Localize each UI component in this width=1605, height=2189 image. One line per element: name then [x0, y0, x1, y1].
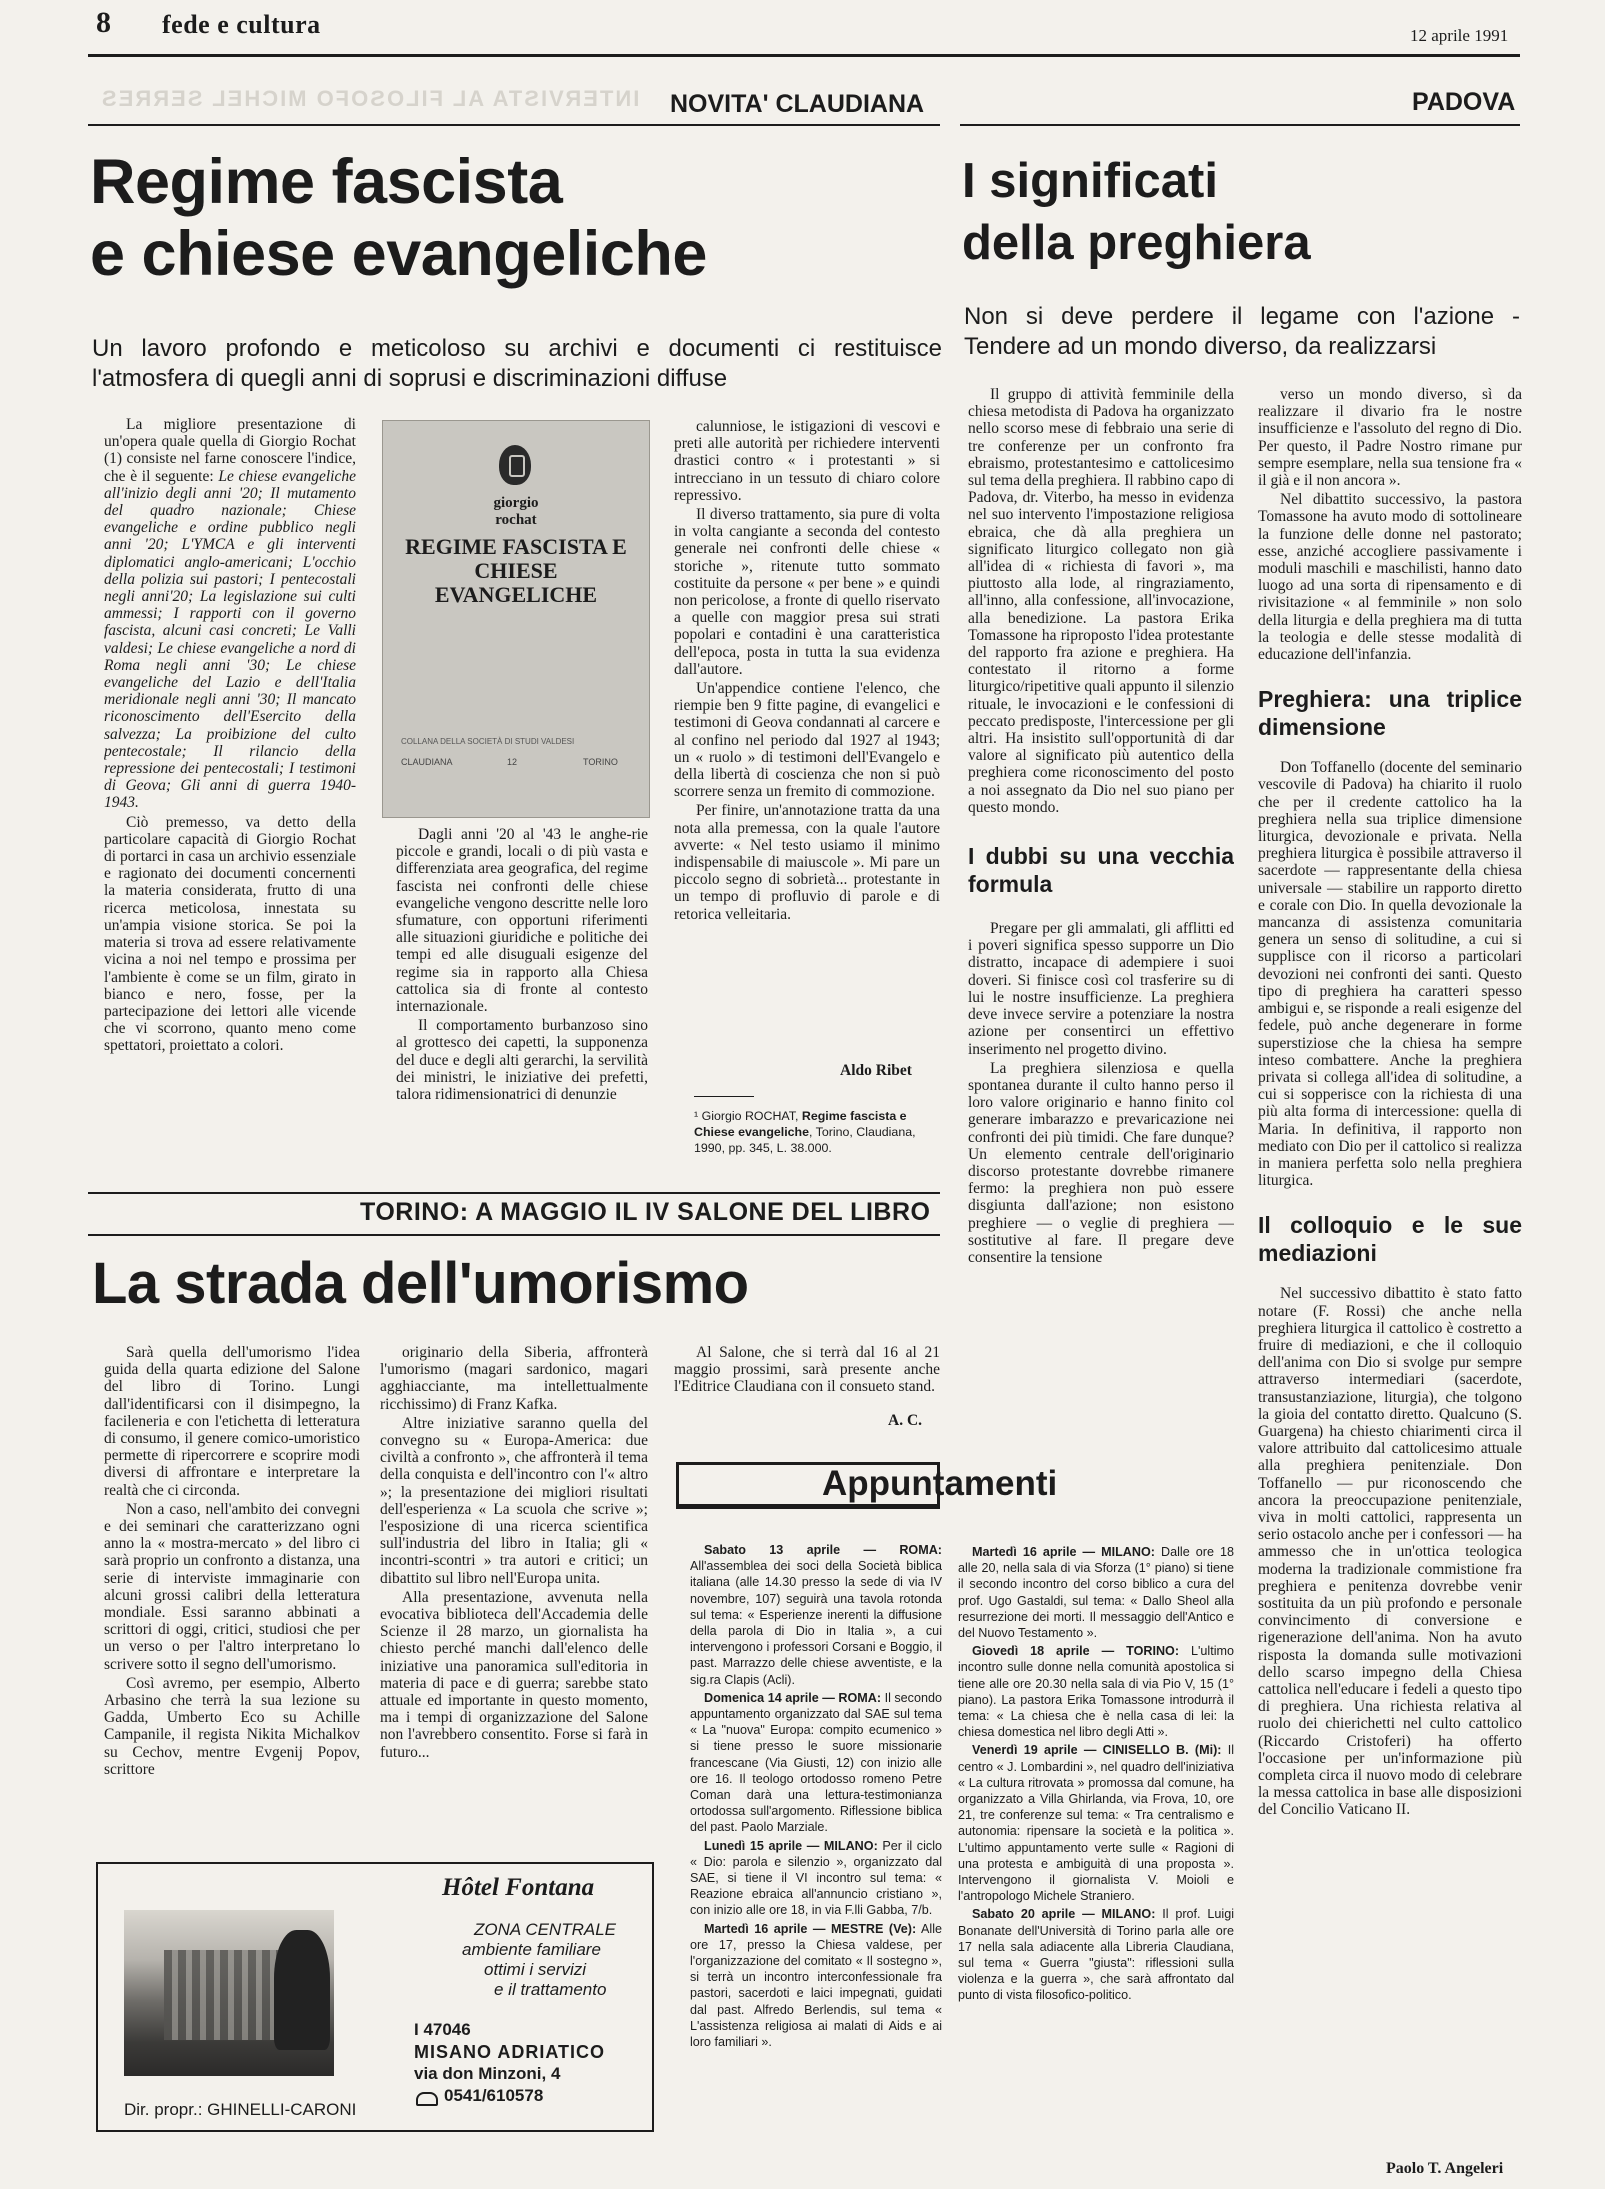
article1-paragraph: Ciò premesso, va detto della particolare capacità di Giorgio Rochat di portarci in casa un archivio essenziale e ragionato dei documenti concernenti la materia considerata, frutto di una ricerca meticolosa, innestata su un'ampia visione storica. Se poi la materia si trova ad essere relativamente vicina a noi nel tempo e prossima per l'ambiente è come se un film, girato in bianco e nero, fosse, per la partecipazione dei lettori alle vicende che vi scorrono, quanto meno come spettatori, proiettato a colori.: [104, 813, 356, 1055]
hotel-zip: I 47046: [414, 2020, 471, 2039]
hotel-name: Hôtel Fontana: [442, 1874, 595, 1901]
hotel-feature-3: e il trattamento: [494, 1980, 607, 1999]
book-author-last: rochat: [495, 512, 537, 528]
article2-top-rule: [88, 1192, 940, 1194]
article1-column-1: [104, 416, 356, 1164]
footnote-details: , Torino, Claudiana, 1990, pp. 345, L. 38.000.: [694, 1125, 916, 1155]
publisher-emblem-icon: [499, 445, 531, 485]
appointment-item: [958, 1544, 1234, 1641]
article1-paragraph: Per finire, un'annotazione tratta da una nota alla premessa, con la quale l'autore avverte: « Nel testo usiamo il minimo indispensabile di maiuscole ». Mi pare un piccolo segno di sobrietà... protestante in un tempo di profluvio di parole e di retorica velleitaria.: [674, 802, 940, 923]
appointment-item: [958, 1643, 1234, 1740]
book-author: [383, 495, 649, 529]
article1-intro-text: La migliore presentazione di un'opera quale quella di Giorgio Rochat (1) consiste nel farne conoscere l'indice, che è il seguente:: [104, 416, 356, 485]
article1-title: [90, 146, 950, 290]
article1-paragraph: Il comportamento burbanzoso sino al grottesco dei capetti, la supponenza del duce e degli alti gerarchi, la servilità dei ministri, le iniziative dei prefetti, talora ridimensionatrici di denunzie: [396, 1017, 648, 1104]
kicker-novita-claudiana: NOVITA' CLAUDIANA: [670, 90, 925, 118]
appointment-details: L'ultimo incontro sulle donne nella comunità apostolica si tiene alle ore 20.30 nella sala di via Pio V, 15 (1° piano). La pastora Erika Tomassone introdurrà il tema: « La chiesa che è nella casa di lei: la chiesa domestica nel libro degli Atti ».: [958, 1644, 1234, 1740]
article3-subhead-colloquio: Il colloquio e le sue mediazioni: [1258, 1212, 1522, 1267]
article3-title: [962, 150, 1522, 274]
hotel-street: via don Minzoni, 4: [414, 2064, 561, 2083]
article3-title-line1: I significati: [962, 154, 1218, 208]
footnote-rule: [694, 1096, 754, 1097]
hotel-phone: 0541/610578: [444, 2086, 544, 2105]
book-title: REGIME FASCISTA E CHIESE EVANGELICHE: [405, 534, 627, 607]
section-name: fede e cultura: [162, 10, 321, 39]
article2-paragraph: Non a caso, nell'ambito dei convegni e dei seminari che caratterizzano ogni anno la « mostra-mercato » del libro ci sarà proprio un confronto a distanza, una serie di interviste immaginarie con alcuni grossi calibri della letteratura mondiale. Essi saranno abbinati a scrittori di oggi, critici, studiosi che per un verso o per l'altro interpretano lo scrivere sotto il segno dell'umorismo.: [104, 1500, 360, 1673]
book-series: COLLANA DELLA SOCIETÀ DI STUDI VALDESI: [401, 737, 575, 746]
appointment-details: All'assemblea dei soci della Società biblica italiana (alle 14.30 presso la sede di via IV novembre, 107) seguirà una tavola rotonda sul tema: « Esperienze inerenti la diffusione della parola di Dio in Italia », a cui intervengono i professori Corsani e Boggio, il past. Marrazzo delle chiese avventiste, e la sig.ra Clapis (Acli).: [690, 1559, 942, 1687]
article3-paragraph: La preghiera silenziosa e quella spontanea durante il culto hanno perso il loro valore originario e hanno finito col generare imbarazzo e prevaricazione nei confronti dei più timidi. Che fare dunque? Un elemento centrale dell'originario discorso protestante dovrebbe rimanere fermo: la preghiera non può essere disgiunta dall'azione; non esistono preghiere — o veglie di preghiera — sostitutive al fare. Il pregare deve consentire la tensione: [968, 1059, 1234, 1266]
appuntamenti-column-2: [958, 1544, 1234, 2152]
hotel-feature-2: ottimi i servizi: [484, 1960, 587, 1979]
article1-title-line1: Regime fascista: [90, 147, 563, 217]
appointment-date-place: Lunedì 15 aprile — MILANO:: [704, 1838, 878, 1853]
issue-date: 12 aprile 1991: [1410, 26, 1509, 45]
article1-paragraph: Il diverso trattamento, sia pure di volta in volta cangiante a seconda del contesto generale nei confronti delle chiese « storiche », ritenute tutto sommato costituite da persone « per bene » e quindi non pericolose, a fronte di quello riservato a quelle con maggior presa sui strati popolari e contadini è una caratteristica dell'epoca, posta in tutta la sua evidenza dall'autore.: [674, 506, 940, 678]
article2-title: La strada dell'umorismo: [92, 1251, 749, 1316]
appointment-item: [690, 1542, 942, 1688]
book-cover-image: [382, 420, 650, 818]
appointment-date-place: Martedì 16 aprile — MILANO:: [972, 1545, 1155, 1559]
kicker-left-rule: [88, 124, 940, 126]
article3-subhead-dubbi: I dubbi su una vecchia formula: [968, 843, 1234, 898]
article2-column-2: [380, 1344, 648, 1844]
article3-paragraph: Don Toffanello (docente del seminario vescovile di Padova) ha chiarito il ruolo che per il credente cattolico ha la preghiera nella sua triplice dimensione liturgica, devozionale e privata. Nella preghiera liturgica è possibile attraverso il sacerdote — rappresentante della chiesa universale — stabilire un rapporto diretto e corale con Dio. In quella devozionale la mancanza di assistenza comunitaria genera un senso di solitudine, a cui si supplisce con il ricorso a particolari devozioni nei confronti dei santi. Questo tipo di preghiera ha caratteri spesso ambigui e, se risponde a reali esigenze del fedele, può anche degenerare in forme superstiziose che la chiesa ha sempre inteso combattere. Anche la preghiera privata si collega all'idea di solitudine, a cui si sopperisce con la richiesta di una più alta forma di intercessione: quella di Maria. In definitiva, il rapporto non mediato con Dio per il cattolico si realizza in maniera perfetta solo nella preghiera liturgica.: [1258, 759, 1522, 1190]
article2-paragraph: Alla presentazione, avvenuta nella evocativa biblioteca dell'Accademia delle Scienze il 28 marzo, un giornalista ha chiesto perché manchi dall'elenco delle iniziative una panoramica sull'editoria in materia di pace e di guerra; sarebbe stato attuale ed importante in questo momento, ma i tempi di organizzazione del Salone non l'avrebbero consentito. Forse si farà in futuro...: [380, 1588, 648, 1761]
article3-paragraph: Nel dibattito successivo, la pastora Tomassone ha avuto modo di sottolineare la funzione delle donne nel pastorato; esse, anziché accogliere passivamente i moduli maschili e maschilisti, hanno dato luogo ad una sorta di ripensamento e di rivisitazione « al femminile » non solo della liturgia e della preghiera ma di tutta la teologia e delle stesse modalità di educazione dell'infanzia.: [1258, 491, 1522, 664]
article3-paragraph: verso un mondo diverso, sì da realizzare il divario fra le nostre insufficienze e l'assoluto del regno di Dio. Per questo, il Padre Nostro rimane pur sempre esemplare, nella sua tensione fra « il già e il non ancora ».: [1258, 386, 1522, 490]
appointment-item: [690, 1838, 942, 1919]
hotel-photo: [124, 1910, 334, 2076]
appointment-date-place: Domenica 14 aprile — ROMA:: [704, 1690, 882, 1705]
article1-paragraph: Un'appendice contiene l'elenco, che riempie ben 9 fitte pagine, di evangelici e testimoni di Geova condannati al carcere e al confino nel periodo dal 1927 al 1943; un « ruolo » di testimoni dell'Evangelo e della libertà di coscienza che non si può scorrere senza un fremito di commozione.: [674, 680, 940, 801]
hotel-feature-1: ambiente familiare: [462, 1940, 601, 1959]
appointment-item: [690, 1921, 942, 2051]
article1-book-index: Le chiese evangeliche all'inizio degli anni '20; Il mutamento del quadro nazionale; Chiese evangeliche e ordine pubblico negli anni '20; L'YMCA e gli interventi diplomatici anglo-americani; L'occhio della polizia sui pastori; I pentecostali negli anni'20; La legislazione sui culti ammessi; I rapporti con il governo fascista, alcuni casi concreti; Le Valli valdesi; Le chiese evangeliche a nord di Roma negli anni '30; Le chiese evangeliche del Lazio e dell'Italia meridionale negli anni '30; Il mancato riconoscimento dell'Esercito della salvezza; La proibizione del culto pentecostale; Il rilancio della repressione dei pentecostali; I testimoni di Geova; Gli anni di guerra 1940-1943.: [104, 467, 356, 812]
article1-index-paragraph: [104, 416, 356, 812]
footnote-prefix: ¹ Giorgio ROCHAT,: [694, 1109, 802, 1123]
appointment-item: [690, 1690, 942, 1836]
hotel-zone: ZONA CENTRALE: [474, 1920, 617, 1939]
telephone-icon: [416, 2092, 438, 2106]
hotel-fontana-ad: [96, 1862, 654, 2132]
article3-paragraph: Il gruppo di attività femminile della chiesa metodista di Padova ha organizzato nello scorso mese di febbraio una serie di tre conferenze per un confronto fra ebraismo, protestantesimo e cattolicesimo sul tema della preghiera. Il rabbino capo di Padova, dr. Viterbo, ha messo in evidenza nel suo intervento l'impostazione religiosa ebraica, che dà alla preghiera un significato liturgico collegato non già all'idea di « richiesta di favori », ma piuttosto alla lode, al ringraziamento, all'inno, alla confessione, all'invocazione, alla benedizione. La pastora Erika Tomassone ha riproposto l'idea protestante del rapporto fra azione e preghiera. Ha contestato il ritorno a forme liturgico/ripetitive quali appunto il silenzio rituale, le invocazioni e le confessioni di peccato predisposte, l'intercessione per gli altri. Ha insistito sull'opportunità di dar valore al significato più autentico della preghiera come riconoscimento del posto a noi assegnato da Dio nel suo piano per questo mondo.: [968, 386, 1234, 816]
article2-paragraph: Sarà quella dell'umorismo l'idea guida della quarta edizione del Salone del libro di Torino. Lungi dall'identificarsi con il disimpegno, la facileneria e con l'etichetta di letteratura di consumo, il genere comico-umoristico permette di ripercorrere e scoprire modi diversi di affrontare e interpretare la realtà che ci circonda.: [104, 1344, 360, 1499]
article3-paragraph: Pregare per gli ammalati, gli afflitti ed i poveri significa spesso supporre un Dio distratto, incapace di adempiere i suoi doveri. Si finisce così col trasferire su di lui le nostre insufficienze. La preghiera deve invece servire a potenziare la nostra azione per consentirci un effettivo inserimento nel progetto divino.: [968, 920, 1234, 1058]
hotel-city: MISANO ADRIATICO: [414, 2042, 605, 2062]
header-rule: [88, 54, 1520, 57]
appointment-date-place: Giovedì 18 aprile — TORINO:: [972, 1644, 1180, 1659]
article1-paragraph: calunniose, le istigazioni di vescovi e preti alle autorità per richiedere interventi drastici contro « i protestanti » si intrecciano in un tessuto di chiaro colore repressivo.: [674, 418, 940, 504]
article3-column-2: [1258, 386, 1522, 2146]
kicker-padova: PADOVA: [1412, 88, 1516, 116]
appointment-details: Il centro « J. Lombardini », nel quadro dell'iniziativa « La cultura ritrovata » promossa dal comune, ha organizzato a Villa Ghirlanda, via Frova, 10, ore 21, tre conferenze sul tema: « Tra centralismo e autonomia: ripensare la società e la politica ». L'ultimo appuntamento verte sulle « Ragioni di una protesta e ambiguità di una proposta ». Intervengono il giornalista V. Moioli e l'antropologo Michele Straniero.: [958, 1743, 1234, 1904]
article3-subhead-triplice: Preghiera: una triplice dimensione: [1258, 686, 1522, 741]
article2-column-1: [104, 1344, 360, 1844]
article1-column-2: [396, 826, 648, 1164]
article2-paragraph: Così avremo, per esempio, Alberto Arbasino che terrà la sua lezione su Gadda, Umberto Eco su Achille Campanile, il regista Nikita Michalkov su Cechov, mentre Evgenij Popov, scrittore: [104, 1674, 360, 1778]
appointment-date-place: Sabato 13 aprile — ROMA:: [704, 1543, 942, 1557]
appointment-item: [958, 1906, 1234, 2003]
appointment-details: Alle ore 17, presso la Chiesa valdese, per l'organizzazione del comitato « Il sostegno », si terrà un incontro interconfessionale fra pastori, sacerdoti e laici impegnati, guidati dal past. Alfredo Berlendis, sul tema « L'assistenza religiosa ai malati di Aids e ai loro familiari ».: [690, 1921, 942, 2050]
article2-signature: A. C.: [888, 1412, 923, 1429]
article1-paragraph: Dagli anni '20 al '43 le anghe-rie piccole e grandi, locali o di più vasta e differenziata area geografica, del regime fascista nei confronti delle chiese evangeliche vengono descritte nelle loro sfumature, con opportuni riferimenti alle situazioni giuridiche e politiche dei tempi ed alle disuguali esigenze del regime sia in rapporto alla Chiesa cattolica sia di fronte al contesto internazionale.: [396, 826, 648, 1016]
appointment-date-place: Venerdì 19 aprile — CINISELLO B. (Mi):: [972, 1743, 1222, 1758]
article1-column-3: [674, 418, 940, 1058]
book-series-number: 12: [507, 757, 518, 767]
kicker-right-rule: [960, 124, 1520, 126]
article2-paragraph: Altre iniziative saranno quella del convegno su « Europa-America: due civiltà a confronto », che affronterà il tema della conquista e dell'incontro con l'« altro »; la presentazione dei migliori risultati dell'esperienza « La scuola che scrive »; l'esposizione di una ricerca scientifica sull'industria del libro in Italia; gli « incontri-scontri » tra autori e critici; un dibattito sul libro nell'Europa unita.: [380, 1414, 648, 1587]
article3-signature: Paolo T. Angeleri: [1386, 2160, 1504, 2177]
article1-title-line2: e chiese evangeliche: [90, 219, 707, 289]
appuntamenti-title-rule: [676, 1506, 940, 1509]
article2-paragraph: originario della Siberia, affronterà l'umorismo (magari sardonico, magari agghiacciante, ma intellettualmente ricchissimo) di Franz Kafka.: [380, 1344, 648, 1413]
appointment-date-place: Sabato 20 aprile — MILANO:: [972, 1907, 1156, 1922]
page-number: 8: [96, 6, 111, 39]
article2-paragraph: Al Salone, che si terrà dal 16 al 21 maggio prossimi, sarà presente anche l'Editrice Claudiana con il consueto stand.: [674, 1344, 940, 1396]
appointment-details: Il secondo appuntamento organizzato dal SAE sul tema « La "nuova" Europa: compito ecumenico » si tiene presso le suore missionarie francescane (Via Giusti, 12) con inizio alle ore 16. Il teologo ortodosso romeno Petre Coman darà una lettura-testimonianza ortodossa sull'argomento. Riflessione biblica del past. Paolo Marziale.: [690, 1690, 942, 1835]
article2-kicker: TORINO: A MAGGIO IL IV SALONE DEL LIBRO: [360, 1198, 931, 1226]
article3-paragraph: Nel successivo dibattito è stato fatto notare (F. Rossi) che anche nella preghiera liturgica il cattolico è costretto a fruire di mediazioni, e che il colloquio dell'anima con Dio si svolge pur sempre attraverso intermediari (sacerdote, transustanziazione, liturgia), che tolgono la gioia del contatto diretto. Qualcuno (S. Guargena) ha chiesto chiarimenti circa il valore attribuito dal cattolicesimo attuale alla preghiera penitenziale. Don Toffanello — pur riconoscendo che ancora la preoccupazione penitenziale, viva in molti cattolici, rappresenta un serio ostacolo anche per i confessori — ha ammesso che in un'ottica teologica moderna la tradizionale commistione fra preghiera e penitenza dovrebbe venir sostituita da un più profondo e personale convincimento di conversione e rigenerazione dell'anima. Non ha avuto risposta la domanda sulle motivazioni dello scarso impegno della Chiesa cattolica nell'educare i fedeli a questo tipo di preghiera. Una richiesta relativa al ruolo dei chierichetti nel culto cattolico (Riccardo Cristoferi) ha offerto l'occasione per un'informazione più completa circa il nuovo modo di celebrare la messa cattolica in base alle disposizioni del Concilio Vaticano II.: [1258, 1285, 1522, 1819]
article2-kicker-rule: [88, 1234, 940, 1236]
show-through-text: INTERVISTA AL FILOSOFO MICHEL SERRES: [100, 86, 640, 111]
article3-deck: Non si deve perdere il legame con l'azione - Tendere ad un mondo diverso, da realizzarsi: [964, 303, 1520, 360]
article3-title-line2: della preghiera: [962, 216, 1311, 270]
appointment-details: Dalle ore 18 alle 20, nella sala di via Sforza (1° piano) si tiene il secondo incontro del corso biblico a cura del prof. Ugo Gastaldi, sul tema: « Dallo Sheol alla resurrezione dei morti. Il messaggio dell'Antico e del Nuovo Testamento ».: [958, 1545, 1234, 1641]
article1-signature: Aldo Ribet: [840, 1062, 912, 1079]
article1-deck: Un lavoro profondo e meticoloso su archivi e documenti ci restituisce l'atmosfera di quegli anni di soprusi e discriminazioni diffuse: [92, 335, 942, 392]
appointment-date-place: Martedì 16 aprile — MESTRE (Ve):: [704, 1921, 917, 1936]
hotel-owner: Dir. propr.: GHINELLI-CARONI: [124, 2100, 357, 2119]
book-publisher: CLAUDIANA: [401, 757, 453, 767]
book-author-first: giorgio: [493, 495, 539, 511]
appuntamenti-column-1: [690, 1542, 942, 2152]
appointment-item: [958, 1742, 1234, 1904]
article1-footnote: [694, 1108, 942, 1156]
footnote-book-title: Regime fascista e Chiese evangeliche: [694, 1109, 907, 1139]
book-city: TORINO: [583, 757, 618, 767]
article3-column-1: [968, 386, 1234, 1524]
appointment-details: Per il ciclo « Dio: parola e silenzio », organizzato dal SAE, si tiene il VI incontro sul tema: « Reazione ebraica all'annuncio cristiano », con inizio alle ore 18, in via F.lli Gabba, 7/b.: [690, 1838, 942, 1918]
appuntamenti-title: Appuntamenti: [822, 1464, 1058, 1503]
appointment-details: Il prof. Luigi Bonanate dell'Università di Torino parla alle ore 17 nella sala adiacente alla Libreria Claudiana, sul tema « Guerra "giusta": riflessioni sulla violenza e la guerra », che sarà affrontato dal punto di vista filosofico-politico.: [958, 1907, 1234, 2003]
